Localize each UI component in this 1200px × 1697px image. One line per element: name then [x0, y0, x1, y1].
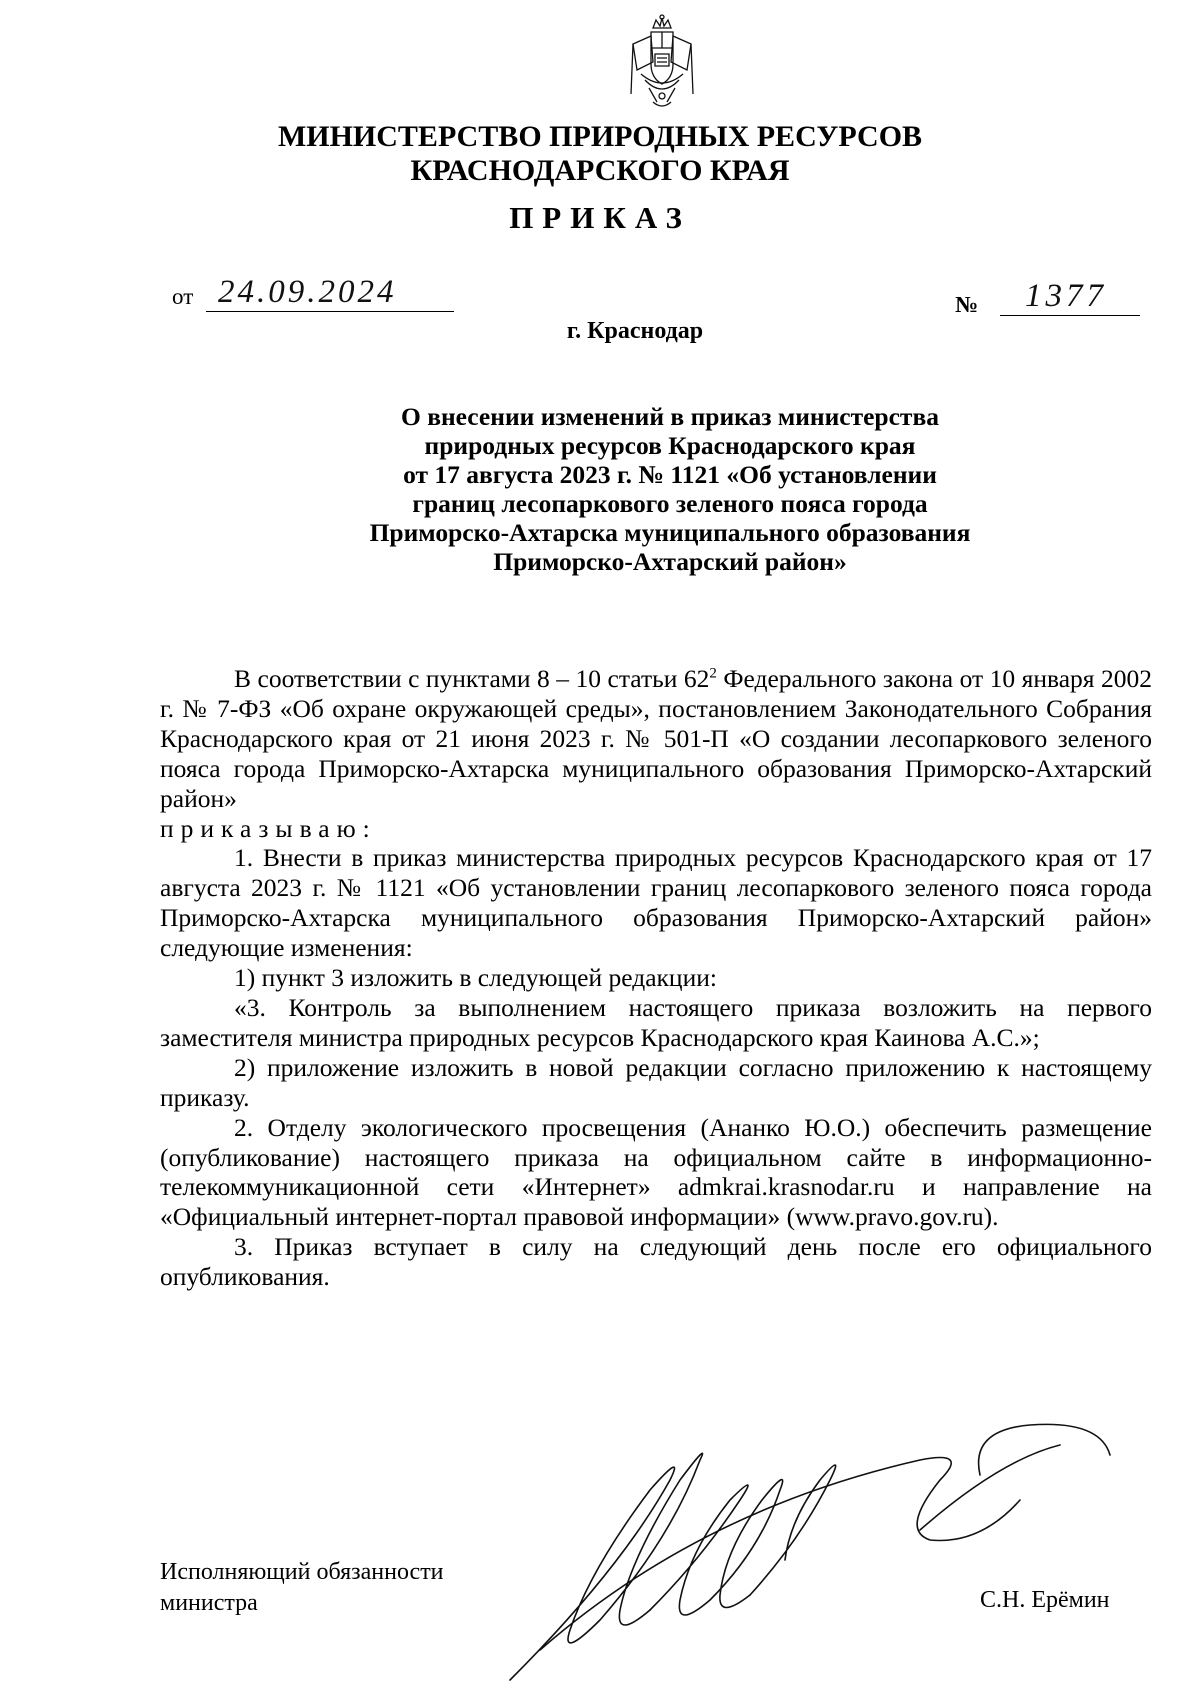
date-underline [206, 311, 454, 312]
ministry-name-line2: КРАСНОДАРСКОГО КРАЯ [410, 154, 790, 187]
subject-line: природных ресурсов Краснодарского края [424, 431, 916, 460]
preamble-paragraph [160, 664, 1152, 814]
item-2: 2. Отделу экологического просвещения (Ананко Ю.О.) обеспечить размещение (опубликование) настоящего приказа на официальном сайте в информационно-телекоммуникационной сети «Интернет» admkrai.krasnodar.ru и направление на «Официальный интернет-портал правовой информации» (www.pravo.gov.ru). [160, 1112, 1152, 1232]
subject-line: Приморско-Ахтарский район» [493, 547, 847, 576]
document-type-title: ПРИКАЗ [509, 200, 691, 235]
item-1-quote: «3. Контроль за выполнением настоящего приказа возложить на первого заместителя министра природных ресурсов Краснодарского края Каинова А.С.»; [160, 992, 1152, 1052]
ministry-name-line1: МИНИСТЕРСТВО ПРИРОДНЫХ РЕСУРСОВ [277, 120, 923, 153]
signatory-role [160, 1557, 444, 1619]
coat-of-arms-icon [623, 14, 701, 114]
signatory-role-line1: Исполняющий обязанности [160, 1559, 444, 1585]
handwritten-number: 1377 [1025, 278, 1107, 314]
subject-line: от 17 августа 2023 г. № 1121 «Об установлении [403, 460, 937, 489]
order-word: приказываю: [160, 813, 377, 843]
preamble-text-end: Федерального закона от 10 января 2002 г. № 7-ФЗ «Об охране окружающей среды», постановлением Законодательного Собрания Краснодарского края от 21 июня 2023 г. № 501-П «О создании лесопаркового зеленого пояса города Приморско-Ахтарска муниципального образования Приморско-Ахтарский район» [160, 664, 1153, 813]
signatory-name: С.Н. Ерёмин [980, 1587, 1110, 1613]
item-3: 3. Приказ вступает в силу на следующий день после его официального опубликования. [160, 1232, 1152, 1292]
subject-line: О внесении изменений в приказ министерства [401, 402, 939, 431]
number-underline [1000, 315, 1140, 316]
handwritten-signature-icon [500, 1420, 1120, 1690]
subject-line: границ лесопаркового зеленого пояса города [412, 489, 928, 518]
date-prefix: от [172, 284, 194, 309]
item-1: 1. Внести в приказ министерства природных ресурсов Краснодарского края от 17 августа 2023 г. № 1121 «Об установлении границ лесопаркового зеленого пояса города Приморско-Ахтарска муниципального образования Приморско-Ахтарский район» следующие изменения: [160, 843, 1152, 963]
city-line: г. Краснодар [566, 318, 704, 344]
handwritten-date: 24.09.2024 [218, 274, 397, 310]
subject-line: Приморско-Ахтарска муниципального образования [369, 518, 971, 547]
item-1-subitem-1: 1) пункт 3 изложить в следующей редакции: [234, 963, 717, 993]
number-prefix: № [955, 292, 979, 317]
preamble-text-start: В соответствии с пунктами 8 – 10 статьи 62 [234, 664, 710, 693]
signatory-role-line2: министра [160, 1590, 258, 1616]
article-superscript: 2 [709, 665, 717, 682]
order-subject [300, 402, 1040, 576]
item-1-subitem-2: 2) приложение изложить в новой редакции согласно приложению к настоящему приказу. [160, 1052, 1152, 1112]
order-body [160, 664, 1152, 1292]
